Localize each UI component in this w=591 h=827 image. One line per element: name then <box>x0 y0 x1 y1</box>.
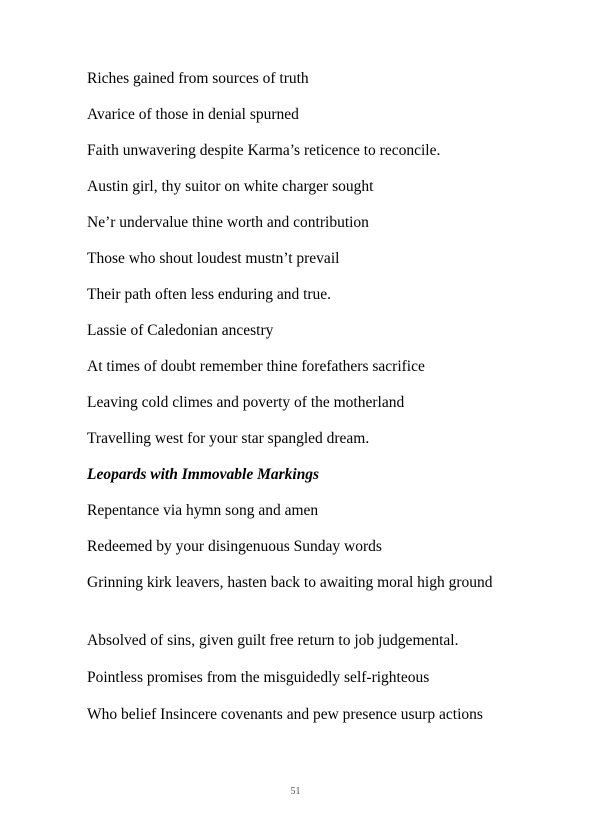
poem-line: Avarice of those in denial spurned <box>87 106 299 123</box>
poem-line: Riches gained from sources of truth <box>87 70 309 87</box>
poem-title: Leopards with Immovable Markings <box>87 466 320 483</box>
poem-line: Travelling west for your star spangled dream. <box>87 430 370 447</box>
poem-line: Leaving cold climes and poverty of the motherland <box>87 394 405 411</box>
poem-line: Ne’r undervalue thine worth and contribution <box>87 214 369 231</box>
poem-line: Faith unwavering despite Karma’s reticence to reconcile. <box>87 142 441 159</box>
poem-line: Grinning kirk leavers, hasten back to awaiting moral high ground <box>87 574 493 591</box>
poem-line: Absolved of sins, given guilt free return to job judgemental. <box>87 632 459 649</box>
poem-line: Who belief Insincere covenants and pew presence usurp actions <box>87 706 483 723</box>
poem-line: Their path often less enduring and true. <box>87 286 332 303</box>
poem-line: At times of doubt remember thine forefathers sacrifice <box>87 358 425 375</box>
poem-line: Austin girl, thy suitor on white charger sought <box>87 178 374 195</box>
poem-line: Those who shout loudest mustn’t prevail <box>87 250 340 267</box>
poem-line: Redeemed by your disingenuous Sunday words <box>87 538 382 555</box>
poem-line: Repentance via hymn song and amen <box>87 502 319 519</box>
poem-line: Pointless promises from the misguidedly self-righteous <box>87 669 430 686</box>
page-number: 51 <box>290 786 301 797</box>
poem-line: Lassie of Caledonian ancestry <box>87 322 274 339</box>
